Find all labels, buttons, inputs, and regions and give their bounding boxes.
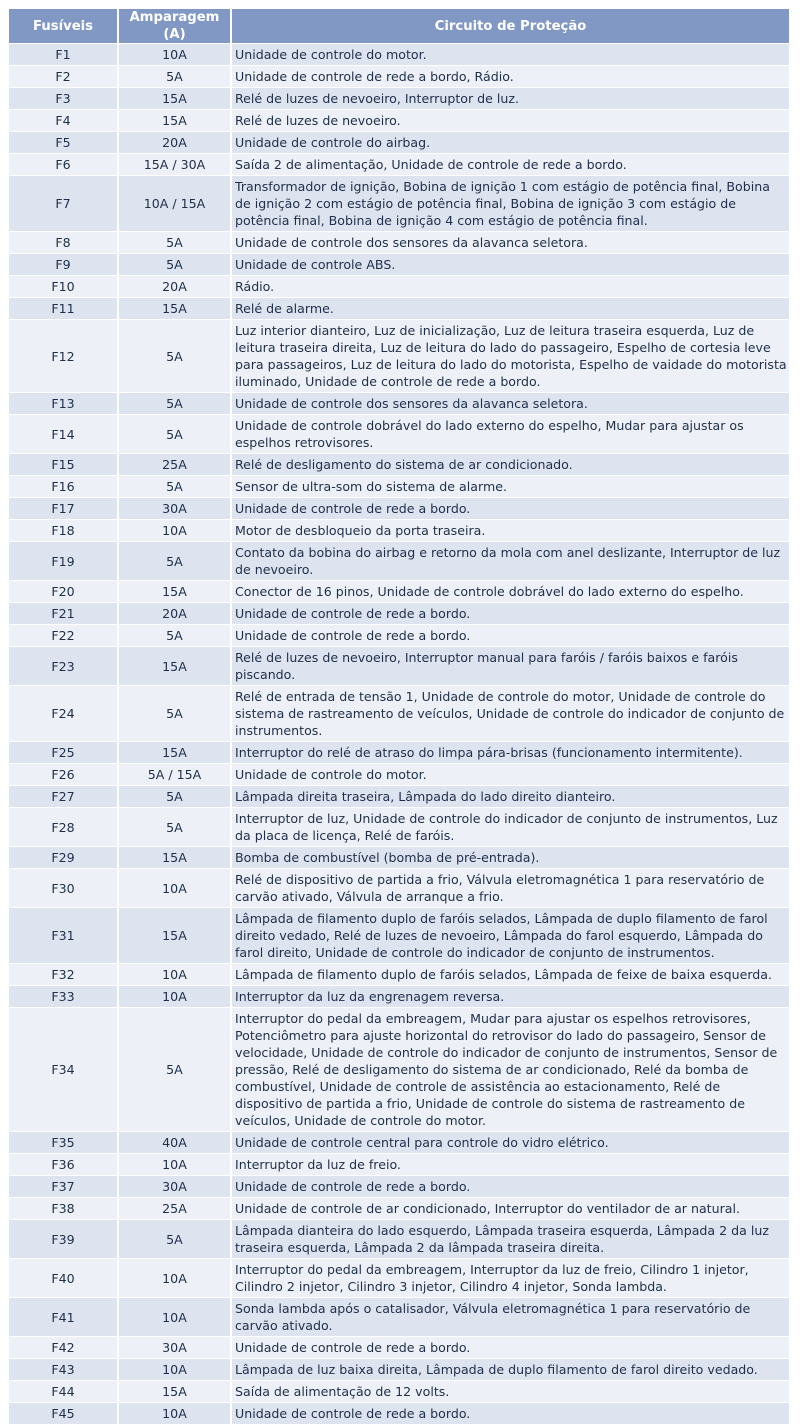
table-row xyxy=(9,498,789,520)
amperage-cell: 20A xyxy=(119,276,232,298)
circuit-cell: Interruptor do relé de atraso do limpa pára-brisas (funcionamento intermitente). xyxy=(232,742,789,764)
amperage-cell: 15A xyxy=(119,847,232,869)
fuse-id-cell: F36 xyxy=(9,1154,119,1176)
circuit-cell: Saída de alimentação de 12 volts. xyxy=(232,1381,789,1403)
amperage-cell: 10A xyxy=(119,869,232,908)
fuse-id-cell: F4 xyxy=(9,110,119,132)
amperage-cell: 15A xyxy=(119,647,232,686)
amperage-cell: 10A / 15A xyxy=(119,176,232,232)
circuit-cell: Relé de entrada de tensão 1, Unidade de controle do motor, Unidade de controle do sistema de rastreamento de veículos, Unidade de controle do indicador de conjunto de instrumentos. xyxy=(232,686,789,742)
table-body xyxy=(9,44,789,1425)
header-circuit: Circuito de Proteção xyxy=(232,9,789,44)
header-row xyxy=(9,9,789,44)
table-row xyxy=(9,110,789,132)
amperage-cell: 5A xyxy=(119,1008,232,1132)
fuse-id-cell: F33 xyxy=(9,986,119,1008)
amperage-cell: 30A xyxy=(119,1176,232,1198)
circuit-cell: Unidade de controle ABS. xyxy=(232,254,789,276)
table-row xyxy=(9,1298,789,1337)
table-row xyxy=(9,869,789,908)
fuse-id-cell: F34 xyxy=(9,1008,119,1132)
amperage-cell: 10A xyxy=(119,1403,232,1425)
circuit-cell: Unidade de controle dobrável do lado externo do espelho, Mudar para ajustar os espelhos retrovisores. xyxy=(232,415,789,454)
table-row xyxy=(9,603,789,625)
circuit-cell: Conector de 16 pinos, Unidade de controle dobrável do lado externo do espelho. xyxy=(232,581,789,603)
fuse-id-cell: F5 xyxy=(9,132,119,154)
table-row xyxy=(9,808,789,847)
fuse-id-cell: F44 xyxy=(9,1381,119,1403)
circuit-cell: Relé de luzes de nevoeiro. xyxy=(232,110,789,132)
circuit-cell: Sensor de ultra-som do sistema de alarme. xyxy=(232,476,789,498)
table-row xyxy=(9,542,789,581)
amperage-cell: 25A xyxy=(119,454,232,476)
fuse-id-cell: F31 xyxy=(9,908,119,964)
fuse-id-cell: F43 xyxy=(9,1359,119,1381)
table-row xyxy=(9,1337,789,1359)
amperage-cell: 15A / 30A xyxy=(119,154,232,176)
table-row xyxy=(9,454,789,476)
fuse-id-cell: F45 xyxy=(9,1403,119,1425)
amperage-cell: 5A xyxy=(119,542,232,581)
circuit-cell: Unidade de controle de rede a bordo. xyxy=(232,603,789,625)
table-row xyxy=(9,66,789,88)
circuit-cell: Interruptor do pedal da embreagem, Mudar para ajustar os espelhos retrovisores, Potenciômetro para ajuste horizontal do retrovisor do lado do passageiro, Sensor de velocidade, Unidade de controle do indicador de conjunto de instrumentos, Sensor de pressão, Relé de desligamento do sistema de ar condicionado, Relé da bomba de combustível, Unidade de controle de assistência ao estacionamento, Relé de dispositivo de partida a frio, Unidade de controle do sistema de rastreamento de veículos, Unidade de controle do motor. xyxy=(232,1008,789,1132)
circuit-cell: Unidade de controle de rede a bordo. xyxy=(232,1403,789,1425)
amperage-cell: 5A xyxy=(119,786,232,808)
table-row xyxy=(9,625,789,647)
circuit-cell: Relé de alarme. xyxy=(232,298,789,320)
amperage-cell: 10A xyxy=(119,986,232,1008)
circuit-cell: Relé de desligamento do sistema de ar condicionado. xyxy=(232,454,789,476)
circuit-cell: Interruptor da luz da engrenagem reversa. xyxy=(232,986,789,1008)
fuse-id-cell: F8 xyxy=(9,232,119,254)
fuse-id-cell: F12 xyxy=(9,320,119,393)
table-row xyxy=(9,415,789,454)
circuit-cell: Contato da bobina do airbag e retorno da mola com anel deslizante, Interruptor de luz de nevoeiro. xyxy=(232,542,789,581)
header-fuses: Fusíveis xyxy=(9,9,119,44)
table-row xyxy=(9,232,789,254)
fuse-id-cell: F38 xyxy=(9,1198,119,1220)
amperage-cell: 25A xyxy=(119,1198,232,1220)
circuit-cell: Relé de luzes de nevoeiro, Interruptor de luz. xyxy=(232,88,789,110)
circuit-cell: Interruptor da luz de freio. xyxy=(232,1154,789,1176)
amperage-cell: 20A xyxy=(119,132,232,154)
fuse-id-cell: F15 xyxy=(9,454,119,476)
table-row xyxy=(9,44,789,66)
circuit-cell: Unidade de controle do motor. xyxy=(232,44,789,66)
table-row xyxy=(9,254,789,276)
amperage-cell: 5A xyxy=(119,320,232,393)
fuse-id-cell: F37 xyxy=(9,1176,119,1198)
table-row xyxy=(9,764,789,786)
amperage-cell: 5A xyxy=(119,625,232,647)
amperage-cell: 10A xyxy=(119,1359,232,1381)
fuse-id-cell: F14 xyxy=(9,415,119,454)
circuit-cell: Interruptor do pedal da embreagem, Interruptor da luz de freio, Cilindro 1 injetor, Cilindro 2 injetor, Cilindro 3 injetor, Cilindro 4 injetor, Sonda lambda. xyxy=(232,1259,789,1298)
amperage-cell: 30A xyxy=(119,498,232,520)
fuse-id-cell: F2 xyxy=(9,66,119,88)
table-row xyxy=(9,786,789,808)
table-row xyxy=(9,1259,789,1298)
circuit-cell: Bomba de combustível (bomba de pré-entrada). xyxy=(232,847,789,869)
table-row xyxy=(9,276,789,298)
circuit-cell: Luz interior dianteiro, Luz de inicialização, Luz de leitura traseira esquerda, Luz de leitura traseira direita, Luz de leitura do lado do passageiro, Espelho de cortesia leve para passageiros, Luz de leitura do lado do motorista, Espelho de vaidade do motorista iluminado, Unidade de controle de rede a bordo. xyxy=(232,320,789,393)
table-row xyxy=(9,581,789,603)
fuse-id-cell: F13 xyxy=(9,393,119,415)
circuit-cell: Lâmpada dianteira do lado esquerdo, Lâmpada traseira esquerda, Lâmpada 2 da luz traseira esquerda, Lâmpada 2 da lâmpada traseira direita. xyxy=(232,1220,789,1259)
table-row xyxy=(9,1220,789,1259)
fuse-id-cell: F17 xyxy=(9,498,119,520)
amperage-cell: 15A xyxy=(119,742,232,764)
circuit-cell: Unidade de controle de ar condicionado, Interruptor do ventilador de ar natural. xyxy=(232,1198,789,1220)
circuit-cell: Relé de luzes de nevoeiro, Interruptor manual para faróis / faróis baixos e faróis piscando. xyxy=(232,647,789,686)
amperage-cell: 5A xyxy=(119,232,232,254)
table-row xyxy=(9,1381,789,1403)
amperage-cell: 5A xyxy=(119,1220,232,1259)
circuit-cell: Motor de desbloqueio da porta traseira. xyxy=(232,520,789,542)
fuse-id-cell: F41 xyxy=(9,1298,119,1337)
table-row xyxy=(9,1154,789,1176)
table-row xyxy=(9,1403,789,1425)
fuse-id-cell: F11 xyxy=(9,298,119,320)
table-row xyxy=(9,1359,789,1381)
fuse-id-cell: F18 xyxy=(9,520,119,542)
circuit-cell: Lâmpada de luz baixa direita, Lâmpada de duplo filamento de farol direito vedado. xyxy=(232,1359,789,1381)
fuse-id-cell: F6 xyxy=(9,154,119,176)
amperage-cell: 15A xyxy=(119,110,232,132)
fuse-id-cell: F40 xyxy=(9,1259,119,1298)
table-row xyxy=(9,847,789,869)
amperage-cell: 5A xyxy=(119,415,232,454)
fuse-id-cell: F27 xyxy=(9,786,119,808)
circuit-cell: Transformador de ignição, Bobina de ignição 1 com estágio de potência final, Bobina de ignição 2 com estágio de potência final, Bobina de ignição 3 com estágio de potência final, Bobina de ignição 4 com estágio de potência final. xyxy=(232,176,789,232)
table-row xyxy=(9,742,789,764)
table-header xyxy=(9,9,789,44)
fuse-id-cell: F20 xyxy=(9,581,119,603)
amperage-cell: 5A xyxy=(119,254,232,276)
amperage-cell: 15A xyxy=(119,88,232,110)
amperage-cell: 5A xyxy=(119,686,232,742)
amperage-cell: 15A xyxy=(119,908,232,964)
fuse-table xyxy=(9,9,789,1425)
amperage-cell: 5A xyxy=(119,66,232,88)
circuit-cell: Lâmpada de filamento duplo de faróis selados, Lâmpada de duplo filamento de farol direito vedado, Relé de luzes de nevoeiro, Lâmpada do farol esquerdo, Lâmpada do farol direito, Unidade de controle do indicador de conjunto de instrumentos. xyxy=(232,908,789,964)
fuse-id-cell: F35 xyxy=(9,1132,119,1154)
amperage-cell: 5A xyxy=(119,476,232,498)
table-row xyxy=(9,964,789,986)
fuse-id-cell: F10 xyxy=(9,276,119,298)
circuit-cell: Unidade de controle do motor. xyxy=(232,764,789,786)
amperage-cell: 10A xyxy=(119,1259,232,1298)
fuse-id-cell: F25 xyxy=(9,742,119,764)
circuit-cell: Unidade de controle do airbag. xyxy=(232,132,789,154)
amperage-cell: 20A xyxy=(119,603,232,625)
circuit-cell: Unidade de controle de rede a bordo. xyxy=(232,1176,789,1198)
circuit-cell: Unidade de controle dos sensores da alavanca seletora. xyxy=(232,393,789,415)
table-row xyxy=(9,88,789,110)
circuit-cell: Relé de dispositivo de partida a frio, Válvula eletromagnética 1 para reservatório de carvão ativado, Válvula de arranque a frio. xyxy=(232,869,789,908)
amperage-cell: 40A xyxy=(119,1132,232,1154)
header-amperage: Amparagem (A) xyxy=(119,9,232,44)
table-row xyxy=(9,1176,789,1198)
circuit-cell: Lâmpada de filamento duplo de faróis selados, Lâmpada de feixe de baixa esquerda. xyxy=(232,964,789,986)
circuit-cell: Sonda lambda após o catalisador, Válvula eletromagnética 1 para reservatório de carvão ativado. xyxy=(232,1298,789,1337)
fuse-id-cell: F39 xyxy=(9,1220,119,1259)
fuse-id-cell: F30 xyxy=(9,869,119,908)
amperage-cell: 15A xyxy=(119,581,232,603)
table-row xyxy=(9,393,789,415)
circuit-cell: Unidade de controle de rede a bordo. xyxy=(232,498,789,520)
fuse-id-cell: F24 xyxy=(9,686,119,742)
table-row xyxy=(9,320,789,393)
amperage-cell: 5A xyxy=(119,808,232,847)
fuse-id-cell: F42 xyxy=(9,1337,119,1359)
amperage-cell: 10A xyxy=(119,1154,232,1176)
table-row xyxy=(9,908,789,964)
fuse-id-cell: F29 xyxy=(9,847,119,869)
fuse-id-cell: F28 xyxy=(9,808,119,847)
fuse-id-cell: F3 xyxy=(9,88,119,110)
amperage-cell: 15A xyxy=(119,1381,232,1403)
table-row xyxy=(9,1198,789,1220)
amperage-cell: 5A xyxy=(119,393,232,415)
amperage-cell: 10A xyxy=(119,1298,232,1337)
amperage-cell: 10A xyxy=(119,964,232,986)
fuse-id-cell: F9 xyxy=(9,254,119,276)
circuit-cell: Saída 2 de alimentação, Unidade de controle de rede a bordo. xyxy=(232,154,789,176)
table-row xyxy=(9,1132,789,1154)
fuse-id-cell: F16 xyxy=(9,476,119,498)
table-row xyxy=(9,686,789,742)
fuse-id-cell: F26 xyxy=(9,764,119,786)
amperage-cell: 5A / 15A xyxy=(119,764,232,786)
table-row xyxy=(9,986,789,1008)
fuse-id-cell: F21 xyxy=(9,603,119,625)
fuse-id-cell: F22 xyxy=(9,625,119,647)
table-row xyxy=(9,298,789,320)
circuit-cell: Unidade de controle dos sensores da alavanca seletora. xyxy=(232,232,789,254)
table-row xyxy=(9,132,789,154)
amperage-cell: 10A xyxy=(119,520,232,542)
amperage-cell: 10A xyxy=(119,44,232,66)
fuse-id-cell: F32 xyxy=(9,964,119,986)
table-row xyxy=(9,476,789,498)
amperage-cell: 30A xyxy=(119,1337,232,1359)
amperage-cell: 15A xyxy=(119,298,232,320)
circuit-cell: Unidade de controle de rede a bordo. xyxy=(232,625,789,647)
circuit-cell: Unidade de controle de rede a bordo. xyxy=(232,1337,789,1359)
fuse-id-cell: F7 xyxy=(9,176,119,232)
fuse-id-cell: F19 xyxy=(9,542,119,581)
table-row xyxy=(9,520,789,542)
table-row xyxy=(9,154,789,176)
table-row xyxy=(9,647,789,686)
circuit-cell: Rádio. xyxy=(232,276,789,298)
table-row xyxy=(9,1008,789,1132)
circuit-cell: Interruptor de luz, Unidade de controle do indicador de conjunto de instrumentos, Luz da placa de licença, Relé de faróis. xyxy=(232,808,789,847)
circuit-cell: Unidade de controle central para controle do vidro elétrico. xyxy=(232,1132,789,1154)
circuit-cell: Unidade de controle de rede a bordo, Rádio. xyxy=(232,66,789,88)
circuit-cell: Lâmpada direita traseira, Lâmpada do lado direito dianteiro. xyxy=(232,786,789,808)
table-row xyxy=(9,176,789,232)
fuse-id-cell: F1 xyxy=(9,44,119,66)
fuse-id-cell: F23 xyxy=(9,647,119,686)
